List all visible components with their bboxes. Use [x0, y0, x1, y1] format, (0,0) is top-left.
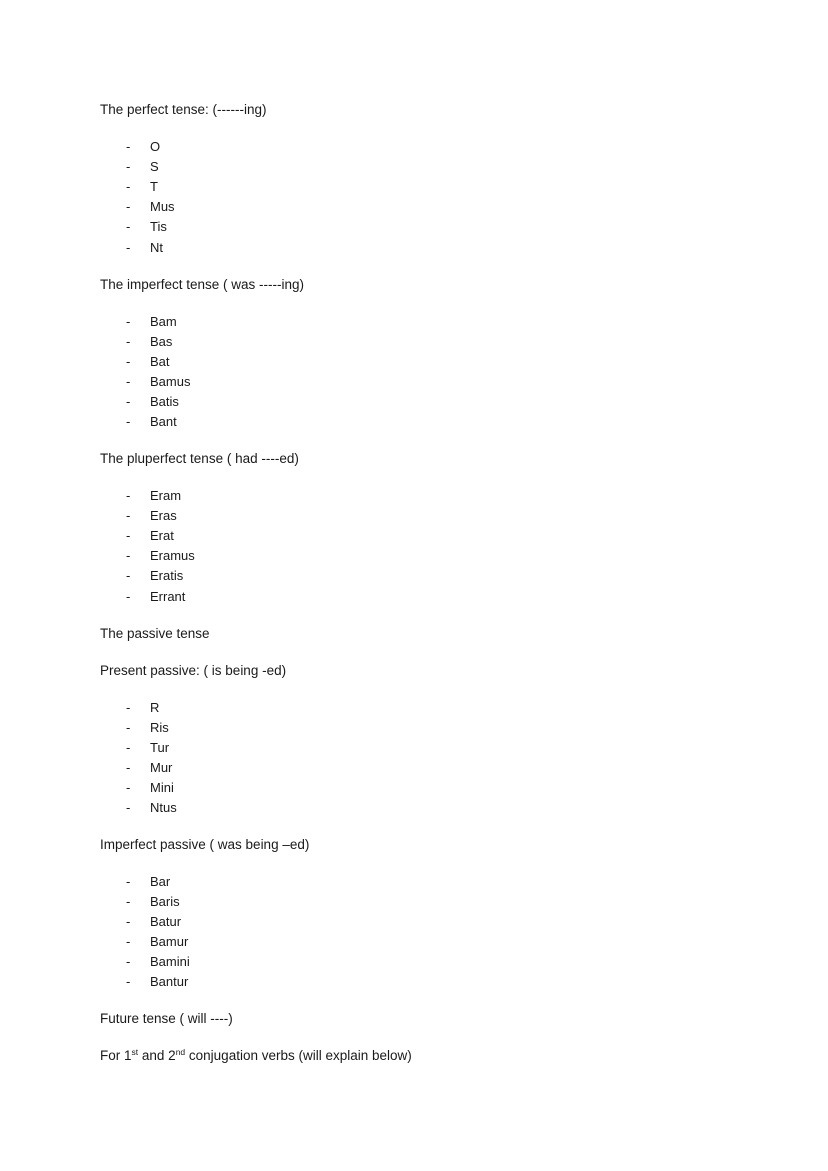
imperfect-passive-heading: Imperfect passive ( was being –ed) [100, 837, 310, 852]
document-page: The perfect tense: (------ing) - O - S - T - Mus - Tis - Nt The imperfect tense ( was -----ing) - Bam - Bas - Bat - Bamus - Batis - Bant The pluperfect tense ( had ----ed) - Eram - Eras - Erat - Eramus - Eratis - Errant The passive tense Present passive: ( is being -ed) - R - Ris - Tur - Mur - Mini - Ntus Imperfect passive ( was being –ed) - Bar - Baris - Batur - Bamur - Bamini - Bantur Future tense ( will ----) For 1st and 2nd conjugation verbs (will explain below) [100, 102, 412, 1063]
imperfect-tense-heading: The imperfect tense ( was -----ing) [100, 277, 305, 292]
pluperfect-tense-heading: The pluperfect tense ( had ----ed) [100, 451, 299, 466]
conjugation-note: For 1st and 2nd conjugation verbs (will explain below) [100, 1047, 412, 1063]
perfect-tense-heading: The perfect tense: (------ing) [100, 102, 267, 117]
future-tense-heading: Future tense ( will ----) [100, 1011, 233, 1026]
passive-tense-heading: The passive tense [100, 626, 210, 641]
present-passive-heading: Present passive: ( is being -ed) [100, 663, 287, 678]
